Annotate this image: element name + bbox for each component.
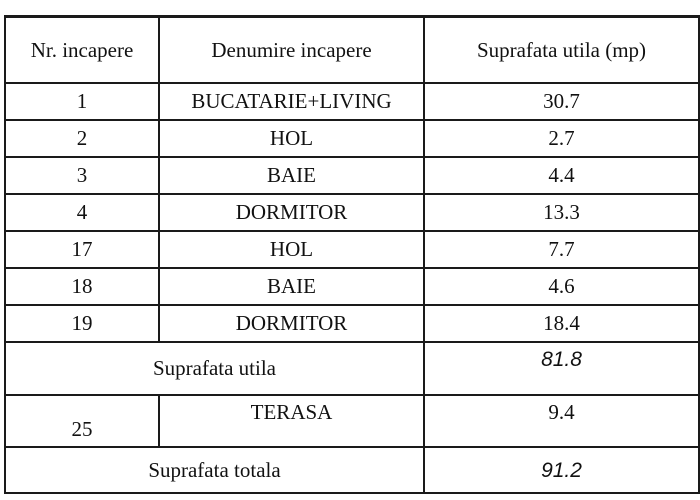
total-label: Suprafata totala <box>5 447 424 493</box>
room-name-cell: DORMITOR <box>159 305 424 342</box>
room-number-cell: 25 <box>5 395 159 447</box>
room-area-cell: 9.4 <box>424 395 699 447</box>
header-room-number: Nr. incapere <box>5 17 159 84</box>
table-row <box>5 83 699 120</box>
room-area-cell: 4.6 <box>424 268 699 305</box>
room-number-cell: 17 <box>5 231 159 268</box>
room-name-cell: TERASA <box>159 395 424 447</box>
room-name-cell: BAIE <box>159 157 424 194</box>
room-number-cell: 18 <box>5 268 159 305</box>
room-number-cell: 3 <box>5 157 159 194</box>
header-usable-area: Suprafata utila (mp) <box>424 17 699 84</box>
room-area-cell: 30.7 <box>424 83 699 120</box>
subtotal-value: 81.8 <box>424 342 699 395</box>
room-number-cell: 2 <box>5 120 159 157</box>
table-row <box>5 268 699 305</box>
total-area-row <box>5 447 699 493</box>
table-header-row <box>5 17 699 84</box>
room-area-cell: 2.7 <box>424 120 699 157</box>
table-row <box>5 231 699 268</box>
subtotal-label: Suprafata utila <box>5 342 424 395</box>
room-area-cell: 4.4 <box>424 157 699 194</box>
room-area-cell: 18.4 <box>424 305 699 342</box>
room-name-cell: HOL <box>159 120 424 157</box>
usable-area-subtotal-row <box>5 342 699 395</box>
table-row <box>5 157 699 194</box>
room-name-cell: HOL <box>159 231 424 268</box>
room-name-cell: BAIE <box>159 268 424 305</box>
header-room-name: Denumire incapere <box>159 17 424 84</box>
total-value: 91.2 <box>424 447 699 493</box>
room-name-cell: BUCATARIE+LIVING <box>159 83 424 120</box>
room-area-cell: 7.7 <box>424 231 699 268</box>
room-area-cell: 13.3 <box>424 194 699 231</box>
room-number-cell: 4 <box>5 194 159 231</box>
table-row <box>5 305 699 342</box>
room-name-cell: DORMITOR <box>159 194 424 231</box>
room-area-table <box>4 15 700 494</box>
terrace-row <box>5 395 699 447</box>
table-row <box>5 120 699 157</box>
room-number-cell: 1 <box>5 83 159 120</box>
table-row <box>5 194 699 231</box>
room-number-cell: 19 <box>5 305 159 342</box>
